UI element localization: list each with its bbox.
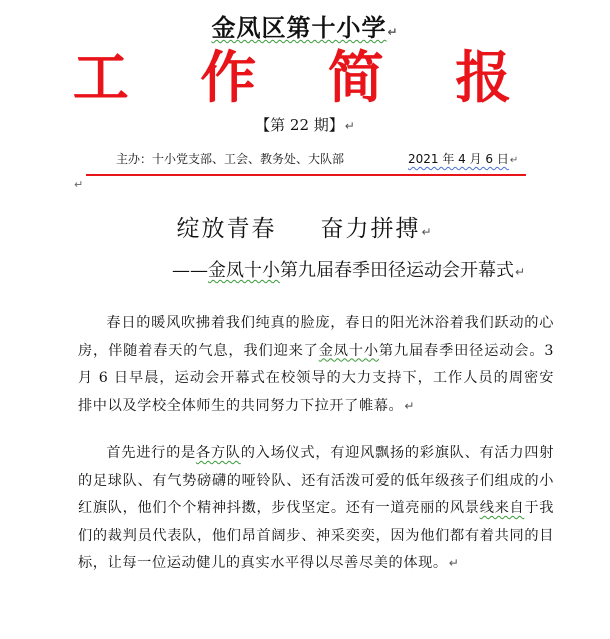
article-headline	[0, 210, 610, 243]
paragraph-1-text-a: 春日的暖风吹拂着我们纯真的脸庞，春日的阳光沐浴着我们跃动的心房，伴随着春天的气息，我们迎来了	[78, 315, 554, 359]
article-subheading	[172, 256, 525, 282]
school-name	[0, 8, 610, 43]
paragraph-2-from: 线来自	[479, 500, 525, 517]
paragraph-mark: ↵	[344, 119, 355, 133]
paragraph-2-team: 各方队	[195, 445, 241, 461]
empty-paragraph-mark: ↵	[74, 178, 84, 191]
headline-part2: 奋力拼搏	[320, 216, 421, 242]
subheading-dash: ——	[172, 260, 208, 281]
issue-date	[408, 150, 518, 167]
sponsor-line: 主办：十小党支部、工会、教务处、大队部	[116, 152, 345, 166]
paragraph-1	[78, 310, 554, 420]
bulletin-title: 工 作 简 报	[72, 45, 538, 111]
paragraph-1-school: 金凤十小	[318, 342, 379, 359]
paragraph-mark: ↵	[387, 25, 399, 39]
paragraph-mark: ↵	[404, 398, 415, 413]
school-name-text: 金凤区第十小学	[211, 13, 387, 42]
issue-number	[0, 114, 610, 135]
paragraph-2-text-b: 的入场仪式，有迎风飘扬的彩旗队、有活力四射的足球队、有气势磅礴的哑铃队、还有活泼可爱的低年级孩子们组成的小红旗队，他们个个精神抖擞，步伐坚定。还有一道亮丽的风景	[78, 445, 554, 517]
header-red-rule	[86, 174, 526, 176]
headline-part1: 绽放青春	[176, 216, 277, 242]
paragraph-mark: ↵	[421, 225, 434, 239]
paragraph-2-text-c: 于我们的裁判员代表队，他们昂首阔步、神采奕奕，因为他们都有着共同的目标，让每一位运动健儿的真实水平得以尽善尽美的体现。	[78, 500, 554, 572]
issue-date-text: 2021 年 4 月 6 日	[408, 152, 509, 166]
issue-number-text: 【第 22 期】	[255, 116, 344, 134]
paragraph-1-text-b: 第九届春季田径运动会。3 月 6 日早晨，运动会开幕式在校领导的大力支持下，工作人员的周密安排中以及学校全体师生的共同努力下拉开了帷幕。	[78, 342, 554, 414]
paragraph-mark: ↵	[515, 265, 526, 279]
paragraph-mark: ↵	[448, 556, 460, 571]
paragraph-2	[78, 440, 554, 578]
paragraph-2-text-a: 首先进行的是	[106, 445, 196, 461]
paragraph-mark: ↵	[509, 155, 519, 166]
subheading-school: 金凤十小	[208, 260, 280, 281]
subheading-rest: 第九届春季田径运动会开幕式	[280, 260, 514, 281]
